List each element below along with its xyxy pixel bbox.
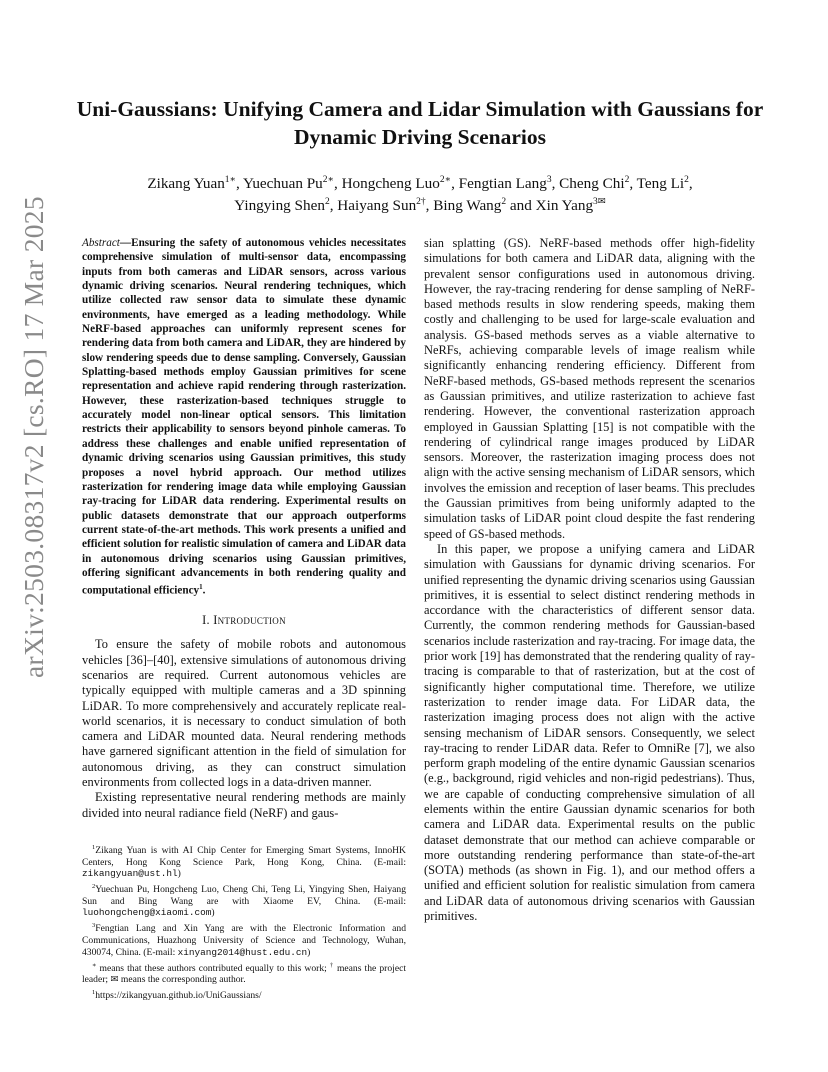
author-affiliation: 2†	[416, 197, 426, 208]
footnote-2-end: )	[211, 907, 215, 919]
author-name: Haiyang Sun	[337, 197, 417, 215]
project-url-link[interactable]: https://zikangyuan.github.io/UniGaussians/	[95, 990, 262, 1002]
author-affiliation: 2	[624, 175, 630, 185]
author-name: Yingying Shen	[234, 197, 325, 215]
abstract: Abstract—Ensuring the safety of autonomous vehicles necessitates comprehensive simulation of multi-sensor data, encompassing inputs from both cameras and LiDAR sensors, across various dynamic driving scenarios. Neural rendering techniques, which utilize collected raw sensor data to simulate these dynamic environments, have emerged as a leading methodology. While NeRF-based approaches can uniformly represent scenes for rendering data from both camera and LiDAR, they are hindered by slow rendering speeds due to dense sampling. Conversely, Gaussian Splatting-based methods employ Gaussian primitives for scene representation and achieve rapid rendering through rasterization. However, these rasterization-based techniques struggle to accurately model non-linear optical sensors. This limitation restricts their applicability to sensors beyond pinhole cameras. To address these challenges and enable unified representation of dynamic driving scenarios using Gaussian primitives, this study proposes a novel hybrid approach. Our method utilizes rasterization for rendering image data while employing Gaussian ray-tracing for LiDAR data rendering. Experimental results on public datasets demonstrate that our approach outperforms current state-of-the-art methods. This work presents a unified and efficient solution for realistic simulation of camera and LiDAR data in autonomous driving scenarios using Gaussian primitives, offering significant advancements in both rendering quality and computational efficiency$^1$.	[82, 237, 406, 597]
footnote-3-email[interactable]: xinyang2014@hust.edu.cn	[177, 946, 308, 958]
author-name: Teng Li	[636, 175, 685, 193]
author-affiliation: 2	[324, 197, 330, 208]
left-paragraph: To ensure the safety of mobile robots and autonomous vehicles [36]–[40], extensive simulations of autonomous driving scenarios are required. Current autonomous vehicles are typically equipped with multiple cameras and a 3D spinning LiDAR. To more comprehensively and accurately replicate real-world scenarios, it is necessary to conduct simulation of both camera and LiDAR mounted data. Neural rendering methods have garnered significant attention in the field of simulation for autonomous driving, as they can construct simulation environments from collected logs in a data-driven manner.	[82, 637, 406, 789]
section-title: Introduction	[213, 613, 286, 628]
right-column	[424, 236, 755, 924]
author-list	[80, 171, 760, 215]
footnote-1-text: Zikang Yuan is with AI Chip Center for Emerging Smart Systems, InnoHK Centers, Hong Kong Science Park, Hong Kong, China. (E-mail:	[82, 845, 406, 868]
footnote-4-text-1: means that these authors contributed equally to this work;	[96, 962, 330, 974]
arxiv-stamp: arXiv:2503.08317v2 [cs.RO] 17 Mar 2025	[18, 196, 49, 678]
footnote-2-mark: 2	[92, 883, 96, 891]
author-name: Xin Yang	[535, 197, 594, 215]
footnote-5	[82, 987, 406, 1002]
footnote-2	[82, 881, 406, 919]
abstract-text: —Ensuring the safety of autonomous vehicles necessitates comprehensive simulation of multi-sensor data, encompassing inputs from both cameras and LiDAR sensors, across various dynamic driving scenarios. Neural rendering techniques, which utilize collected raw sensor data to simulate these dynamic environments, have emerged as a leading methodology. While NeRF-based approaches can uniformly represent scenes for rendering data from both camera and LiDAR, they are hindered by slow rendering speeds due to dense sampling. Conversely, Gaussian Splatting-based methods employ Gaussian primitives for scene representation and achieve rapid rendering through rasterization. However, these rasterization-based techniques struggle to accurately model non-linear optical sensors. This limitation restricts their applicability to sensors beyond pinhole cameras. To address these challenges and enable unified representation of dynamic driving scenarios using Gaussian primitives, this study proposes a novel hybrid approach. Our method utilizes rasterization for rendering image data while employing Gaussian ray-tracing for LiDAR data rendering. Experimental results on public datasets demonstrate that our approach outperforms current state-of-the-art methods. This work presents a unified and efficient solution for realistic simulation of camera and LiDAR data in autonomous driving scenarios using Gaussian primitives, offering significant advancements in both rendering quality and computational efficiency	[82, 237, 406, 597]
author-name: Fengtian Lang	[458, 175, 547, 193]
paper-title: Uni-Gaussians: Unifying Camera and Lidar Simulation with Gaussians for Dynamic Driving Scenarios	[76, 97, 764, 149]
footnote-1-email[interactable]: zikangyuan@ust.hl	[82, 868, 178, 880]
footnote-3-mark: 3	[92, 922, 96, 930]
abstract-footnote-mark: 1	[199, 583, 203, 592]
author-name: Zikang Yuan	[147, 175, 225, 193]
author-line-1: Zikang Yuan$^{1∗}$, Yuechuan $Pu^{2∗}$, Hongcheng Luo$^{2∗}$, Fengtian Lang$^3$, Cheng Chi$^2$, Teng Li$^2$,	[147, 175, 693, 193]
right-paragraph: In this paper, we propose a unifying camera and LiDAR simulation with Gaussians for dynamic driving scenarios. For unified representing the dynamic driving scenarios using Gaussian primitives, it is essential to select distinct rendering methods in accordance with the characteristics of different sensor data. Currently, the common rendering methods for Gaussian-based scenarios include rasterization and ray-tracing. For image data, the prior work [19] has demonstrated that the rendering quality of ray-tracing is comparable to that of rasterization, but at the cost of significantly higher computational time. Therefore, we utilize rasterization to render image data. For LiDAR data, the rasterization imaging process does not align with the active sensing mechanism of LiDAR sensors. Consequently, we select ray-tracing to render LiDAR data. Refer to OmniRe [7], we also perform graph modeling of the entire dynamic Gaussian scenarios (e.g., background, rigid vehicles and non-rigid pedestrians). Thus, we are capable of conducting comprehensive simulation of all elements within the entire Gaussian dynamic scenarios for both camera and LiDAR data. Experimental results on the public dataset demonstrate that our method can achieve comparable or more outstanding rendering performance than state-of-the-art (SOTA) methods (as shown in Fig. 1), and our method offers a unified and efficient solution for realistic simulation from camera and LiDAR data of autonomous driving scenarios with Gaussian primitives.	[424, 541, 755, 924]
author-name: Bing Wang	[433, 197, 502, 215]
abstract-lead: Abstract	[82, 237, 120, 249]
author-affiliation: 2	[501, 197, 507, 208]
author-affiliation: 1∗	[224, 175, 237, 185]
left-column	[82, 236, 406, 821]
footnotes	[82, 842, 406, 1003]
left-paragraph: Existing representative neural rendering methods are mainly divided into neural radiance field (NeRF) and gaus-	[82, 790, 406, 820]
footnote-1-end: )	[177, 868, 181, 880]
footnote-1-mark: 1	[92, 844, 96, 851]
footnote-2-email[interactable]: luohongcheng@xiaomi.com	[82, 907, 212, 919]
author-affiliation: 2	[684, 175, 689, 185]
author-affiliation: 2∗	[322, 175, 334, 185]
author-affiliation: 3	[546, 175, 552, 185]
footnote-4-mark-equal: ∗	[92, 961, 97, 969]
author-name: Hongcheng Luo	[341, 175, 440, 193]
section-heading	[82, 613, 406, 628]
author-affiliation: 2∗	[439, 175, 452, 185]
footnote-4-text-2: means the project leader; ✉ means the corresponding author.	[82, 962, 407, 986]
footnote-2-text: Yuechuan Pu, Hongcheng Luo, Cheng Chi, Teng Li, Yingying Shen, Haiyang Sun and Bing Wang are with Xiaome EV, China. (E-mail:	[82, 884, 406, 907]
footnote-5-mark: 1	[92, 989, 96, 997]
author-name: Cheng Chi	[559, 175, 625, 193]
footnote-3-text: Fengtian Lang and Xin Yang are with the Electronic Information and Communications, Huazhong University of Science and Technology, Wuhan, 430074, China. (E-mail:	[82, 923, 406, 958]
author-line-2: Yingying Shen$^2$, Haiyang Sun$^{2\dagger}$, Bing Wang$^2$ and Xin Yang$^{3✉}$	[234, 197, 606, 215]
author-affiliation: 3✉	[593, 197, 606, 208]
footnote-4-mark-leader: †	[329, 961, 334, 969]
footnote-3-end: )	[307, 946, 311, 958]
section-number: I.	[202, 613, 210, 628]
author-name: Yuechuan Pu	[243, 175, 323, 193]
footnote-1	[82, 842, 406, 880]
footnote-4	[82, 960, 406, 986]
right-paragraph: sian splatting (GS). NeRF-based methods offer high-fidelity simulations for both camera and LiDAR data, aligning with the prevalent sensor configurations used in autonomous driving. However, the ray-tracing rendering for dense sampling of NeRF-based methods results in slow rendering speeds, making them costly and challenging to be used for large-scale evaluation and analysis. GS-based methods serves as a viable alternative to NeRFs, achieving comparable levels of image realism while significantly enhancing rendering efficiency. Different from NeRF-based methods, GS-based methods represent the scenarios as Gaussian primitives, and utilize rasterization to achieve fast rendering. However, the conventional rasterization approach employed in Gaussian Splatting [15] is not compatible with the rendering of cylindrical range images produced by LiDAR sensors. Moreover, the rasterization imaging process does not align with the active sensing mechanism of LiDAR sensors, which involves the emission and reception of laser beams. This precludes the Gaussian primitives from being uniformly adapted to the simulation tasks of LiDAR point cloud despite the fast rendering speed of GS-based methods.	[424, 236, 755, 541]
footnote-3	[82, 920, 406, 958]
